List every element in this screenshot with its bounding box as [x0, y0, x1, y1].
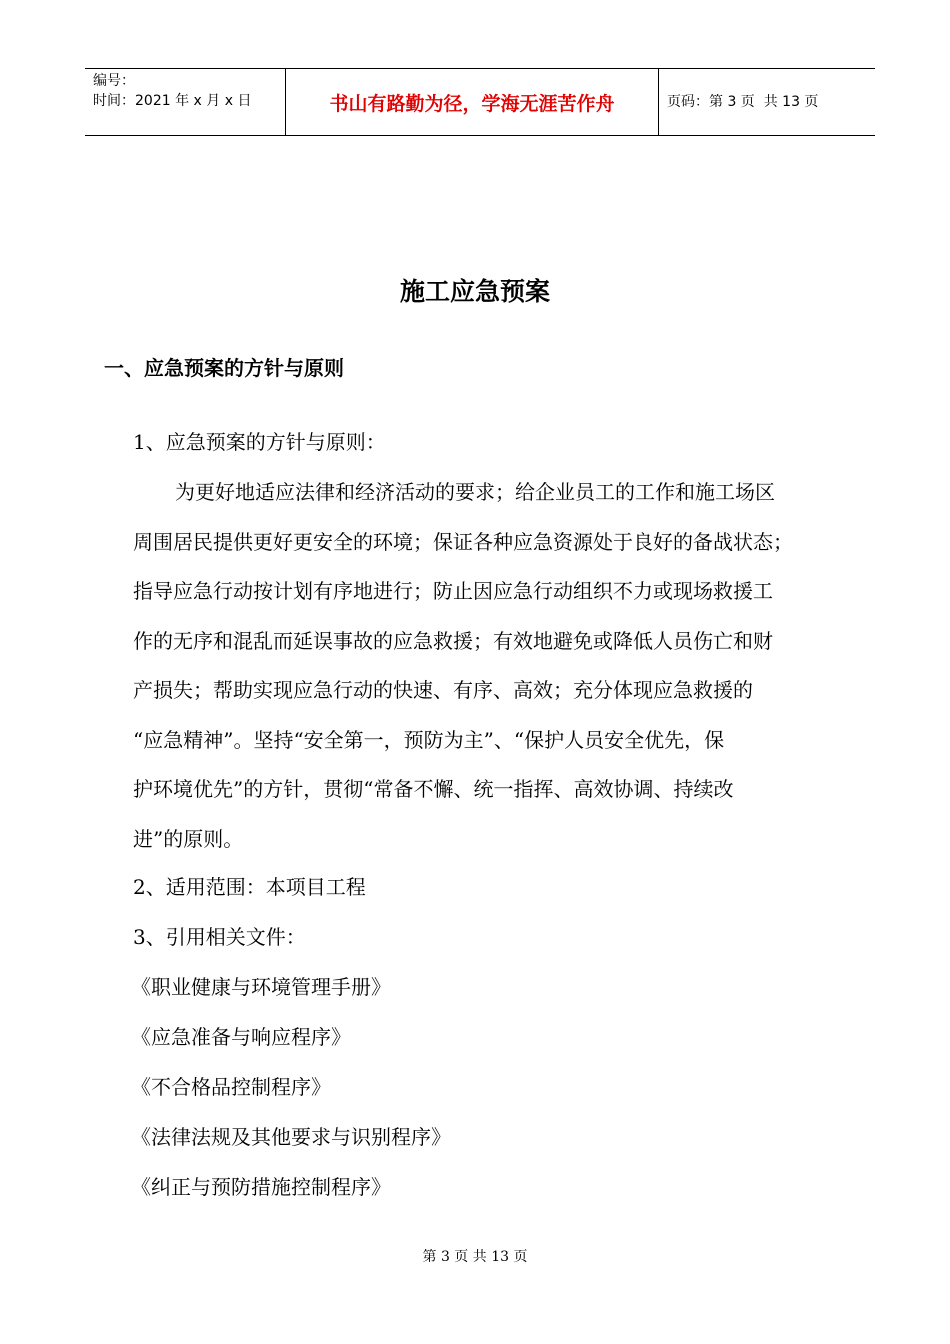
- paragraph-line: “应急精神”。坚持“安全第一，预防为主”、“保护人员安全优先，保: [133, 727, 725, 752]
- scope-line: 2、适用范围：本项目工程: [133, 875, 366, 899]
- paragraph-line: 作的无序和混乱而延误事故的应急救援；有效地避免或降低人员伤亡和财: [133, 628, 773, 653]
- subsection-heading-policy: 1、应急预案的方针与原则：: [133, 430, 386, 454]
- paragraph-line: 周围居民提供更好更安全的环境；保证各种应急资源处于良好的备战状态；: [133, 529, 793, 554]
- reference-document: 《职业健康与环境管理手册》: [131, 975, 391, 999]
- paragraph-line: 为更好地适应法律和经济活动的要求；给企业员工的工作和施工场区: [175, 480, 775, 504]
- header-page-code: 页码：第 3 页 共 13 页: [667, 94, 819, 110]
- page-footer: 第 3 页 共 13 页: [422, 1249, 528, 1265]
- reference-document: 《应急准备与响应程序》: [131, 1025, 351, 1049]
- policy-paragraph: [133, 468, 873, 864]
- paragraph-line: 护环境优先”的方针，贯彻“常备不懈、统一指挥、高效协调、持续改: [133, 777, 734, 801]
- paragraph-line: 进”的原则。: [133, 826, 244, 851]
- reference-document: 《不合格品控制程序》: [131, 1075, 331, 1099]
- reference-document: 《纠正与预防措施控制程序》: [131, 1175, 391, 1199]
- paragraph-line: 产损失；帮助实现应急行动的快速、有序、高效；充分体现应急救援的: [133, 678, 753, 702]
- reference-document: 《法律法规及其他要求与识别程序》: [131, 1125, 451, 1149]
- paragraph-line: 指导应急行动按计划有序地进行；防止因应急行动组织不力或现场救援工: [133, 579, 773, 603]
- references-heading: 3、引用相关文件：: [133, 925, 306, 949]
- document-title: 施工应急预案: [399, 277, 550, 306]
- header-motto: 书山有路勤为径，学海无涯苦作舟: [285, 69, 659, 135]
- header-time-label: 时间：2021 年 x 月 x 日: [93, 93, 252, 109]
- section-heading: 一、应急预案的方针与原则: [104, 356, 344, 380]
- header-meta: [93, 71, 283, 111]
- header-number-label: 编号：: [93, 73, 135, 89]
- page-header: [85, 68, 875, 136]
